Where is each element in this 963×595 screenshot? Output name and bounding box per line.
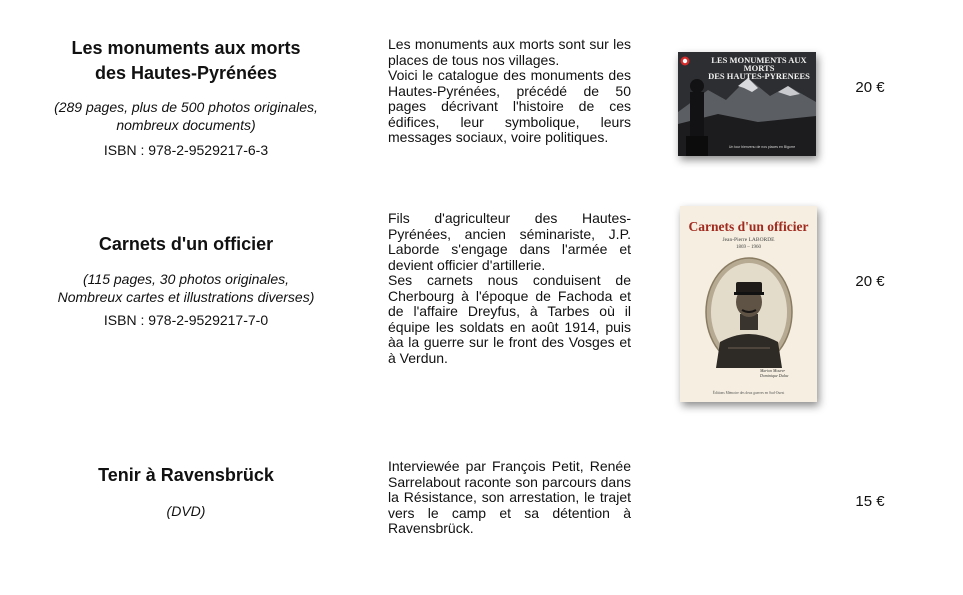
- cover-author: Jean-Pierre LABORDE: [722, 237, 775, 243]
- cover-dates: 1869 – 1960: [736, 245, 761, 250]
- item-2-title-block: [30, 232, 342, 329]
- item-3-price: 15 €: [855, 493, 885, 510]
- item-title-line: des Hautes-Pyrénées: [94, 63, 278, 83]
- cover-title-line: DES HAUTES-PYRENEES: [708, 71, 810, 81]
- item-details-line: (289 pages, plus de 500 photos originales,: [54, 99, 318, 115]
- cover-publisher: Éditions Mémoire des deux guerres en Sud-Ouest: [712, 391, 785, 395]
- cover-footer: Un tour bienvenu de nos places en Bigorre: [728, 145, 796, 149]
- item-title-line: Les monuments aux morts: [71, 38, 301, 58]
- description-paragraph: Voici le catalogue des monuments des Hautes-Pyrénées, précédé de 50 pages décrivant l'histoire de ces édifices, leur symbolique, leurs messages sociaux, voire politiques.: [388, 67, 631, 145]
- item-details-line: (DVD): [166, 503, 206, 519]
- description-paragraph: Fils d'agriculteur des Hautes-Pyrénées, ancien séminariste, J.P. Laborde s'engage dans l'armée et devient officier d'artillerie.: [388, 210, 631, 273]
- item-2-description: [388, 211, 631, 366]
- description-paragraph: Ses carnets nous conduisent de Cherbourg à l'époque de Fachoda et de l'affaire Dreyfus, à Tarbes où il équipe les soldats en août 1914, puis àa la guerre sur le front des Vosges et à Verdun.: [388, 272, 631, 366]
- item-1-cover-image: [678, 52, 816, 156]
- item-3-title-block: [30, 463, 342, 520]
- item-1-description: [388, 37, 631, 146]
- item-details-line: (115 pages, 30 photos originales,: [83, 271, 289, 287]
- cover-title-line: LES MONUMENTS AUX MORTS: [711, 55, 807, 73]
- item-1-price: 20 €: [855, 79, 885, 96]
- item-2-price: 20 €: [855, 273, 885, 290]
- description-paragraph: Les monuments aux morts sont sur les places de tous nos villages.: [388, 36, 631, 68]
- item-2-cover-image: [680, 206, 817, 402]
- cover-name: Dominique Dulac: [760, 373, 789, 378]
- item-details-line: nombreux documents): [116, 117, 256, 133]
- item-title-line: Carnets d'un officier: [98, 234, 274, 254]
- description-paragraph: Interviewée par François Petit, Renée Sarrelabout raconte son parcours dans la Résistance, son arrestation, le trajet vers le camp et sa détention à Ravensbrück.: [388, 458, 631, 536]
- item-isbn: ISBN : 978-2-9529217-6-3: [103, 142, 269, 158]
- cover-name: Marion Mourer: [760, 368, 786, 373]
- cover-title: Carnets d'un officier: [688, 219, 809, 234]
- officer-portrait: [704, 256, 794, 368]
- cover-title: [704, 56, 814, 80]
- item-3-description: [388, 459, 631, 537]
- item-details-line: Nombreux cartes et illustrations diverses): [57, 289, 315, 305]
- cover-names: [760, 368, 789, 378]
- item-title-line: Tenir à Ravensbrück: [98, 465, 274, 485]
- item-1-title-block: [30, 36, 342, 159]
- item-isbn: ISBN : 978-2-9529217-7-0: [103, 312, 269, 328]
